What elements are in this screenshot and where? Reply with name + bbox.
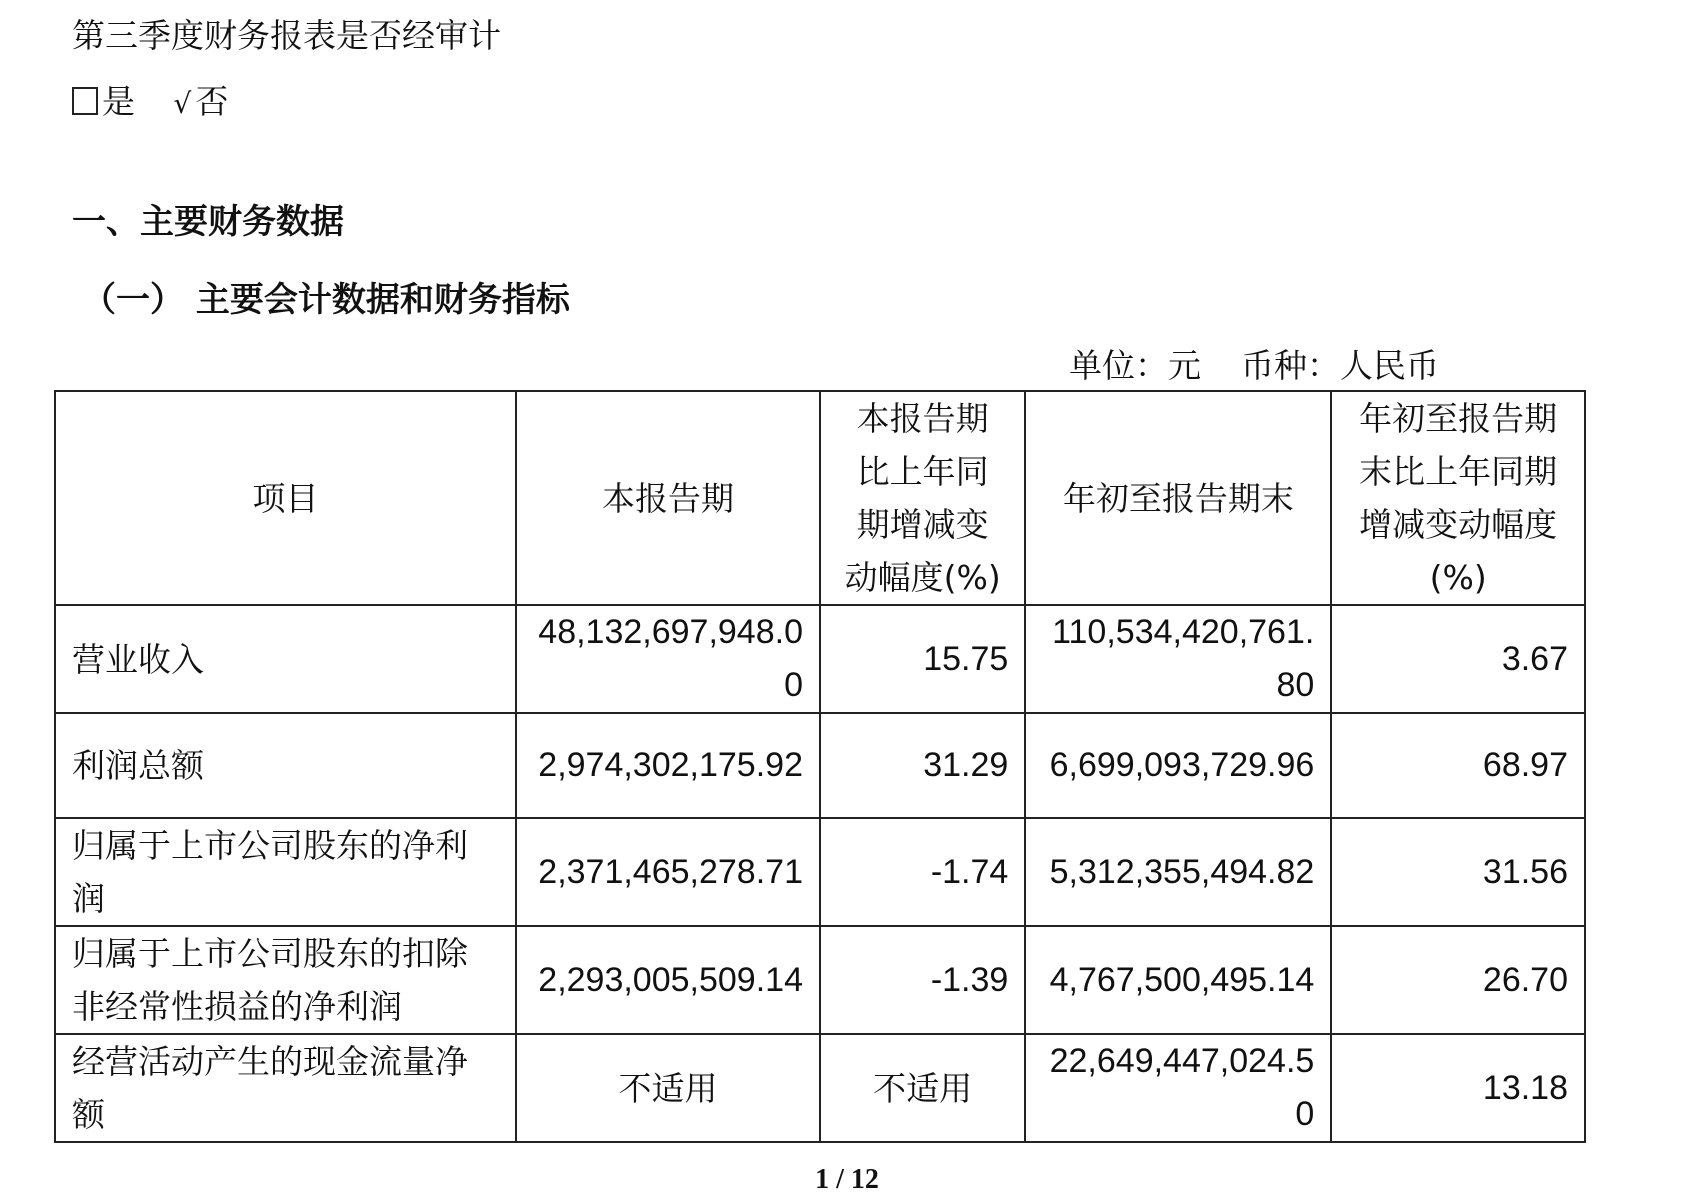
checkbox-icon (72, 87, 98, 115)
current-period-change: 不适用 (820, 1034, 1025, 1142)
header-ytd: 年初至报告期末 (1025, 391, 1331, 605)
audit-yes-label: 是 (102, 82, 135, 121)
ytd-value: 6,699,093,729.96 (1025, 713, 1331, 818)
header-item: 项目 (55, 391, 516, 605)
row-label: 归属于上市公司股东的净利润 (55, 818, 516, 926)
table-row (55, 818, 1585, 926)
currency-text: 币种：人民币 (1241, 346, 1439, 385)
table-row (55, 605, 1585, 713)
ytd-change: 13.18 (1331, 1034, 1585, 1142)
current-period-value: 2,974,302,175.92 (516, 713, 820, 818)
unit-text: 单位：元 (1069, 346, 1201, 385)
ytd-change: 3.67 (1331, 605, 1585, 713)
current-period-change: -1.39 (820, 926, 1025, 1034)
current-period-value: 2,293,005,509.14 (516, 926, 820, 1034)
audit-no-label: 否 (195, 82, 229, 121)
header-ytd-change: 年初至报告期末比上年同期增减变动幅度(%) (1331, 391, 1585, 605)
header-current-period-change: 本报告期比上年同期增减变动幅度(%) (820, 391, 1025, 605)
audit-option-no (174, 76, 229, 123)
current-period-value: 2,371,465,278.71 (516, 818, 820, 926)
page-number: 1 / 12 (815, 1164, 879, 1195)
current-period-value: 48,132,697,948.00 (516, 605, 820, 713)
unit-line (1069, 340, 1439, 387)
ytd-value: 110,534,420,761.80 (1025, 605, 1331, 713)
ytd-value: 5,312,355,494.82 (1025, 818, 1331, 926)
ytd-value: 4,767,500,495.14 (1025, 926, 1331, 1034)
financial-data-table (54, 390, 1586, 1143)
section-title: 一、主要财务数据 (72, 202, 344, 242)
audit-question: 第三季度财务报表是否经审计 (72, 16, 501, 55)
current-period-value: 不适用 (516, 1034, 820, 1142)
audit-options (72, 76, 256, 123)
header-current-period: 本报告期 (516, 391, 820, 605)
current-period-change: -1.74 (820, 818, 1025, 926)
row-label: 归属于上市公司股东的扣除非经常性损益的净利润 (55, 926, 516, 1034)
checkmark-icon: √ (173, 87, 192, 120)
ytd-value: 22,649,447,024.50 (1025, 1034, 1331, 1142)
subsection-title: （一） 主要会计数据和财务指标 (82, 280, 570, 320)
table-row (55, 926, 1585, 1034)
row-label: 经营活动产生的现金流量净额 (55, 1034, 516, 1142)
ytd-change: 31.56 (1331, 818, 1585, 926)
table-row (55, 1034, 1585, 1142)
row-label: 营业收入 (55, 605, 516, 713)
current-period-change: 15.75 (820, 605, 1025, 713)
audit-option-yes (72, 76, 135, 123)
table-row (55, 713, 1585, 818)
table-header-row (55, 391, 1585, 605)
current-period-change: 31.29 (820, 713, 1025, 818)
ytd-change: 26.70 (1331, 926, 1585, 1034)
row-label: 利润总额 (55, 713, 516, 818)
ytd-change: 68.97 (1331, 713, 1585, 818)
